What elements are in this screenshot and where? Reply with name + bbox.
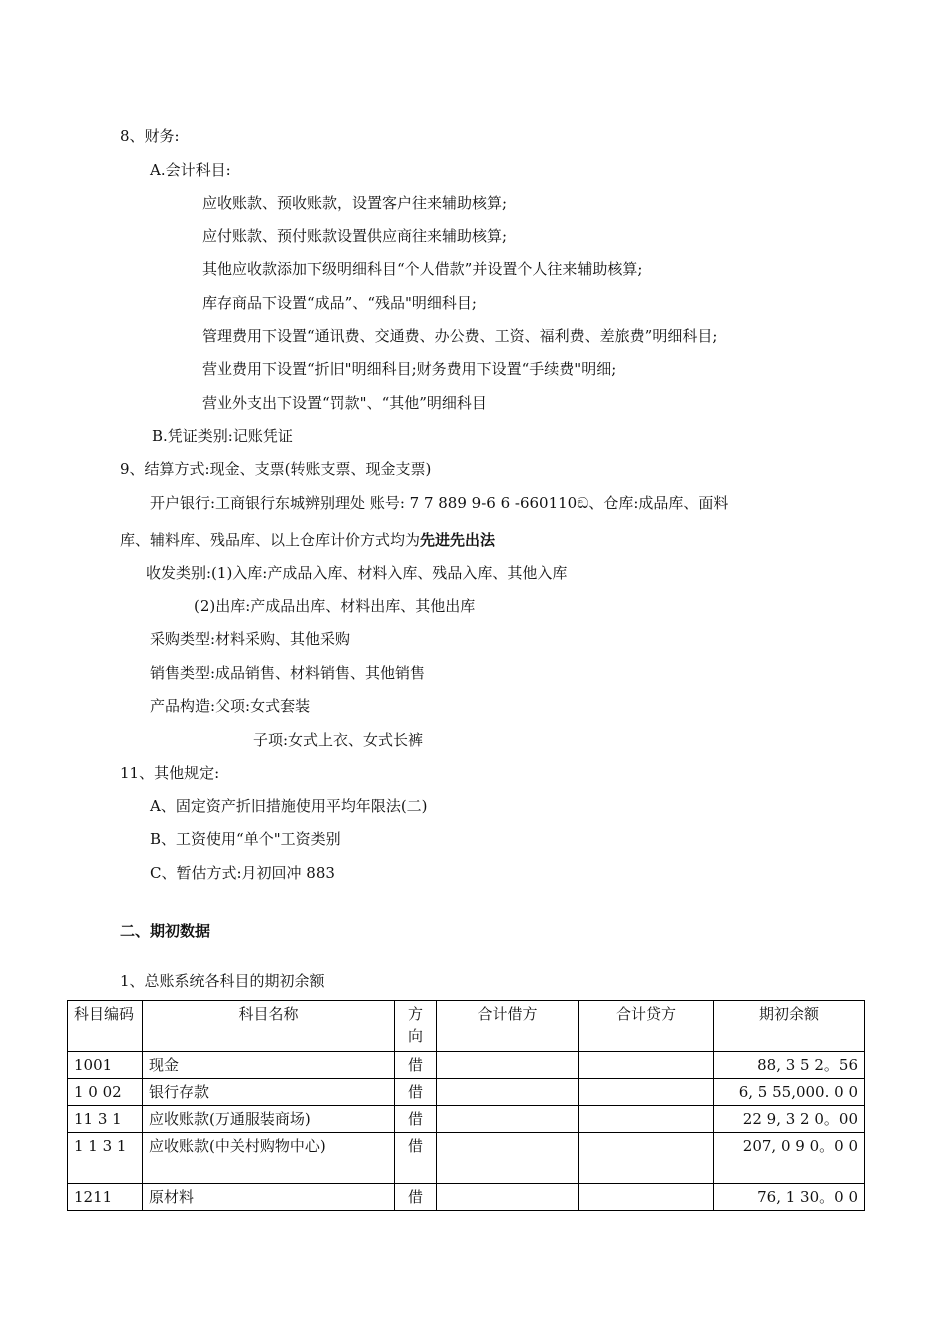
subject-rule-7: 营业外支出下设置“罚款"、“其他”明细科目 (202, 394, 487, 412)
table-row (68, 1052, 865, 1079)
header-credit: 合计贷方 (579, 1001, 714, 1052)
subject-rule-2: 应付账款、预付账款设置供应商往来辅助核算; (202, 227, 508, 245)
cell-credit (579, 1079, 714, 1106)
cell-balance: 76, 1 30。0 0 (714, 1184, 865, 1211)
cell-direction: 借 (395, 1052, 437, 1079)
table-row (68, 1133, 865, 1184)
header-balance: 期初余额 (714, 1001, 865, 1052)
cell-balance: 207, 0 9 0。0 0 (714, 1133, 865, 1184)
cell-balance: 88, 3 5 2。56 (714, 1052, 865, 1079)
cell-debit (437, 1184, 579, 1211)
cell-debit (437, 1052, 579, 1079)
opening-balance-table (67, 1000, 865, 1211)
subject-rule-6: 营业费用下设置“折旧"明细科目;财务费用下设置“手续费"明细; (202, 360, 617, 378)
fifo-method: 先进先出法 (420, 531, 496, 549)
table-caption: 1、总账系统各科目的期初余额 (120, 972, 325, 990)
cell-credit (579, 1184, 714, 1211)
cell-credit (579, 1106, 714, 1133)
cell-name: 现金 (143, 1052, 395, 1079)
bank-account-line: 开户银行:工商银行东城辨别理处 账号: 7 7 889 9-6 6 -660110ඞ、仓库:成品库、面料 (150, 494, 729, 512)
purchase-types: 采购类型:材料采购、其他采购 (150, 630, 351, 648)
cell-debit (437, 1079, 579, 1106)
cell-code: 1001 (68, 1052, 143, 1079)
subject-rule-4: 库存商品下设置“成品”、“残品"明细科目; (202, 294, 477, 312)
table-header-row (68, 1001, 865, 1052)
cell-name: 应收账款(万通服装商场) (143, 1106, 395, 1133)
warehouse-valuation-text: 库、辅料库、残品库、以上仓库计价方式均为 (120, 531, 421, 549)
cell-name: 银行存款 (143, 1079, 395, 1106)
receipt-dispatch-in: 收发类别:(1)入库:产成品入库、材料入库、残品入库、其他入库 (146, 564, 568, 582)
accounting-subjects-heading: A.会计科目: (150, 161, 231, 179)
cell-name: 应收账款(中关村购物中心) (143, 1133, 395, 1184)
cell-code: 1 1 3 1 (68, 1133, 143, 1184)
subject-rule-5: 管理费用下设置“通讯费、交通费、办公费、工资、福利费、差旅费”明细科目; (202, 327, 718, 345)
table-row (68, 1106, 865, 1133)
cell-credit (579, 1052, 714, 1079)
cell-direction: 借 (395, 1133, 437, 1184)
cell-credit (579, 1133, 714, 1184)
cell-direction: 借 (395, 1106, 437, 1133)
section-title: 二、期初数据 (120, 922, 211, 940)
header-debit: 合计借方 (437, 1001, 579, 1052)
receipt-dispatch-out: (2)出库:产成品出库、材料出库、其他出库 (194, 597, 476, 615)
cell-name: 原材料 (143, 1184, 395, 1211)
cell-balance: 6, 5 55,000. 0 0 (714, 1079, 865, 1106)
header-name: 科目名称 (143, 1001, 395, 1052)
rule-depreciation: A、固定资产折旧措施使用平均年限法(二) (150, 797, 428, 815)
cell-direction: 借 (395, 1079, 437, 1106)
cell-balance: 22 9, 3 2 0。00 (714, 1106, 865, 1133)
sales-types: 销售类型:成品销售、材料销售、其他销售 (150, 664, 426, 682)
product-structure-parent: 产品构造:父项:女式套装 (150, 697, 311, 715)
table-row (68, 1184, 865, 1211)
warehouse-valuation-line (120, 530, 495, 550)
subject-rule-3: 其他应收款添加下级明细科目“个人借款”并设置个人往来辅助核算; (202, 260, 643, 278)
table-row (68, 1079, 865, 1106)
product-structure-children: 子项:女式上衣、女式长裤 (253, 731, 424, 749)
cell-debit (437, 1133, 579, 1184)
cell-code: 1211 (68, 1184, 143, 1211)
cell-debit (437, 1106, 579, 1133)
cell-code: 1 0 02 (68, 1079, 143, 1106)
header-direction: 方向 (395, 1001, 437, 1052)
item-9-settlement: 9、结算方式:现金、支票(转账支票、现金支票) (120, 460, 432, 478)
cell-direction: 借 (395, 1184, 437, 1211)
item-11-other-rules: 11、其他规定: (120, 764, 220, 782)
rule-estimation: C、暂估方式:月初回冲 883 (150, 864, 335, 882)
cell-code: 11 3 1 (68, 1106, 143, 1133)
subject-rule-1: 应收账款、预收账款，设置客户往来辅助核算; (202, 194, 508, 212)
voucher-category: B.凭证类别:记账凭证 (152, 427, 293, 445)
item-8-finance: 8、财务: (120, 127, 180, 145)
header-code: 科目编码 (68, 1001, 143, 1052)
rule-payroll: B、工资使用“单个"工资类别 (150, 830, 341, 848)
